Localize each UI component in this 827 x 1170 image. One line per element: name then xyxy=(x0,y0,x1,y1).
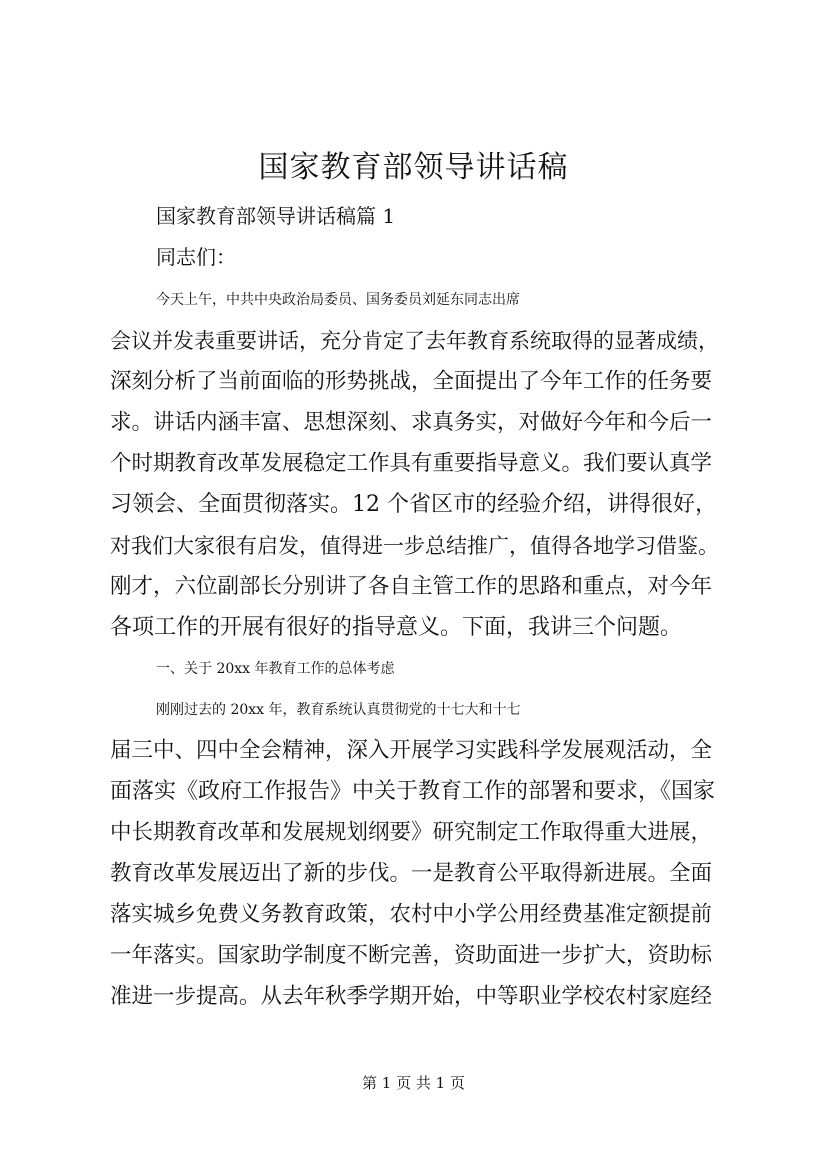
body-line: 落实城乡免费义务教育政策，农村中小学公用经费基准定额提前 xyxy=(110,902,713,927)
body-line: 刚刚过去的 20xx 年，教育系统认真贯彻党的十七大和十七 xyxy=(156,702,521,718)
body-line: 面落实《政府工作报告》中关于教育工作的部署和要求，《国家 xyxy=(110,779,716,804)
body-line: 今天上午，中共中央政治局委员、国务委员刘延东同志出席 xyxy=(156,292,520,308)
body-line: 习领会、全面贯彻落实。12 个省区市的经验介绍，讲得很好， xyxy=(110,492,717,517)
body-line: 教育改革发展迈出了新的步伐。一是教育公平取得新进展。全面 xyxy=(110,861,713,886)
body-line: 刚才，六位副部长分别讲了各自主管工作的思路和重点，对今年 xyxy=(110,574,713,599)
body-line: 求。讲话内涵丰富、思想深刻、求真务实，对做好今年和今后一 xyxy=(110,410,713,435)
body-line: 一年落实。国家助学制度不断完善，资助面进一步扩大，资助标 xyxy=(110,943,713,968)
body-line: 深刻分析了当前面临的形势挑战，全面提出了今年工作的任务要 xyxy=(110,369,713,394)
page-footer: 第 1 页 共 1 页 xyxy=(362,1074,465,1092)
body-line: 个时期教育改革发展稳定工作具有重要指导意义。我们要认真学 xyxy=(110,451,713,476)
body-line: 会议并发表重要讲话，充分肯定了去年教育系统取得的显著成绩， xyxy=(110,329,719,353)
body-line: 各项工作的开展有很好的指导意义。下面，我讲三个问题。 xyxy=(110,615,683,640)
body-line: 届三中、四中全会精神，深入开展学习实践科学发展观活动，全 xyxy=(110,738,713,763)
body-line: 中长期教育改革和发展规划纲要》研究制定工作取得重大进展， xyxy=(110,820,713,845)
section-heading: 一、关于 20xx 年教育工作的总体考虑 xyxy=(156,661,395,677)
body-line: 对我们大家很有启发，值得进一步总结推广，值得各地学习借鉴。 xyxy=(110,534,719,558)
salutation: 同志们： xyxy=(156,245,236,269)
document-subtitle: 国家教育部领导讲话稿篇 1 xyxy=(156,204,396,228)
body-line: 准进一步提高。从去年秋季学期开始，中等职业学校农村家庭经 xyxy=(110,984,713,1009)
document-title: 国家教育部领导讲话稿 xyxy=(258,150,569,185)
